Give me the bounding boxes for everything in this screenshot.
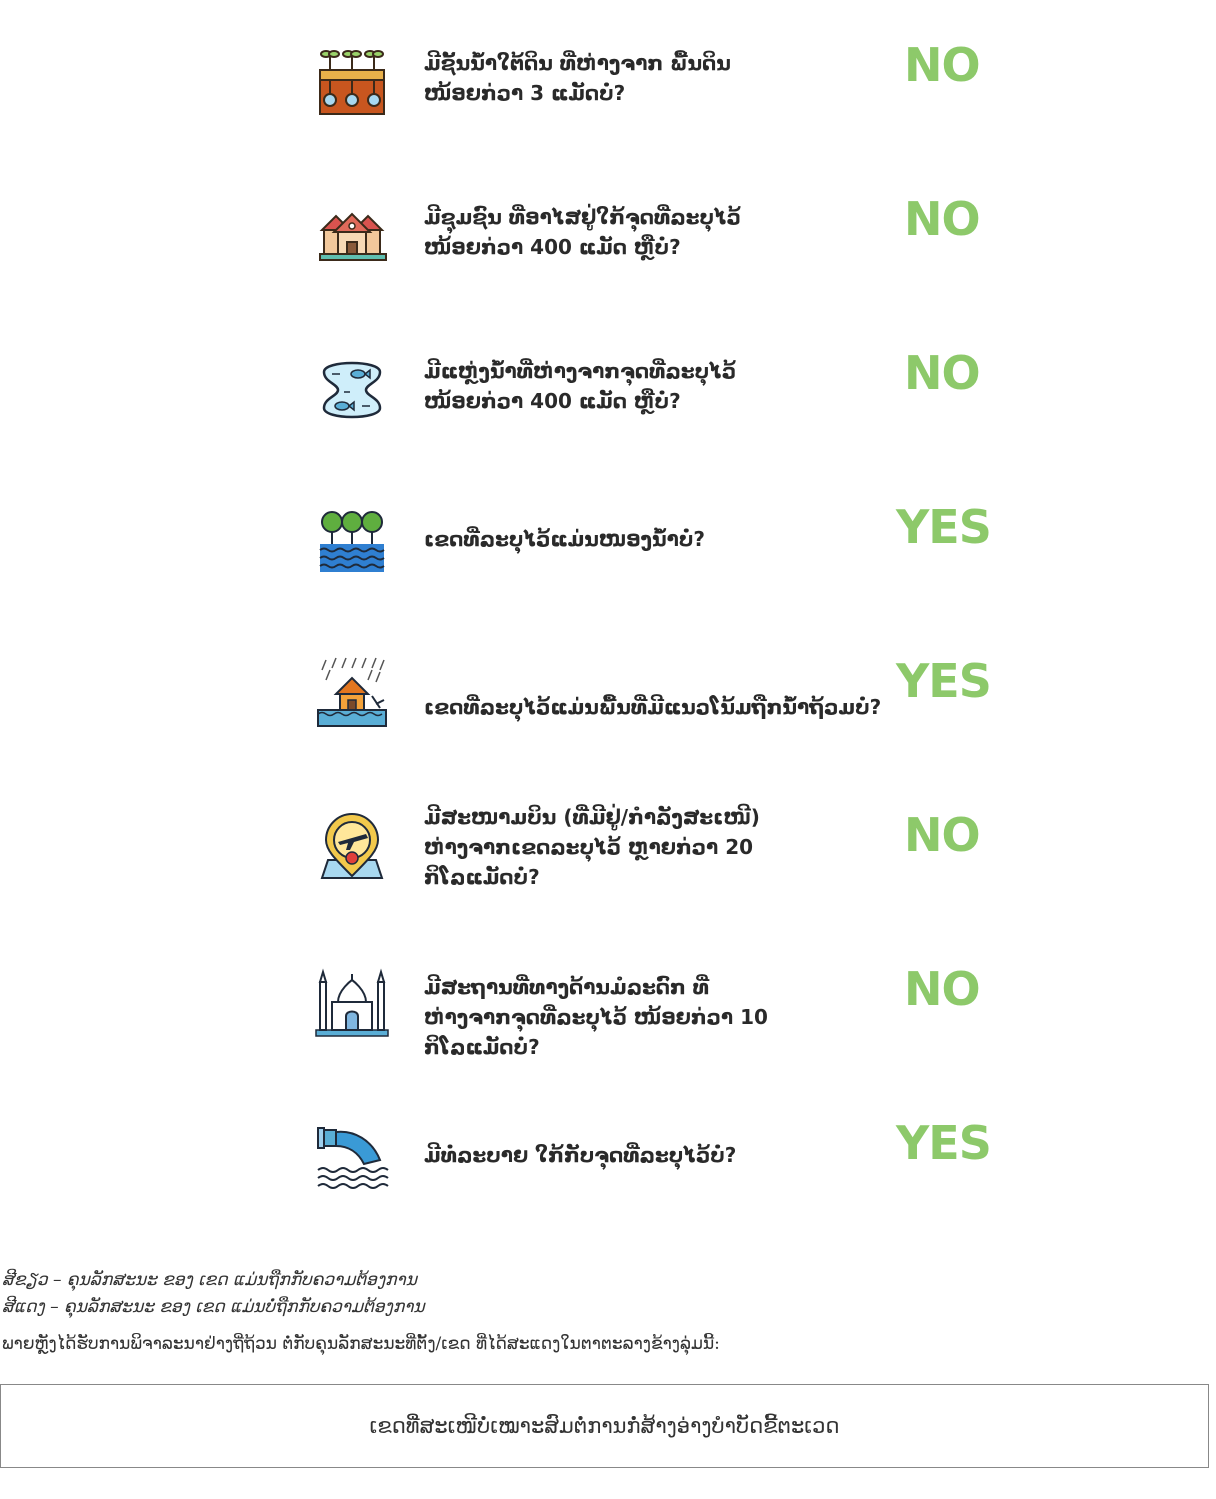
checklist-row-airport	[300, 798, 1000, 918]
question-text: ມີແຫຼ່ງນ້ຳທີ່ຫ່າງຈາກຈຸດທີ່ລະບຸໄວ້ ໜ້ອຍກ່ວາ 400 ແມັດ ຫຼືບໍ່?	[424, 359, 737, 413]
answer-label: NO	[904, 962, 980, 1016]
mosque-icon	[314, 966, 390, 1042]
checklist-row-heritage	[300, 952, 1000, 1072]
groundwater-icon	[314, 44, 390, 120]
assessment-note: ພາຍຫຼັງໄດ້ຮັບການພິຈາລະນາຢ່າງຖີ່ຖ້ວນ ຕໍ່ກັບຄຸນລັກສະນະທີ່ຕັ້ງ/ເຂດ ທີ່ໄດ້ສະແດງໃນຕາຕະລາງຂ້າງລຸ່ມນີ້:	[2, 1334, 720, 1354]
question-text: ມີທໍ່ລະບາຍ ໃກ້ກັບຈຸດທີ່ລະບຸໄວ້ບໍ່?	[424, 1143, 737, 1167]
legend-red: ສີແດງ – ຄຸນລັກສະນະ ຂອງ ເຂດ ແມ່ນບໍ່ຖືກກັບຄວາມຕ້ອງການ	[2, 1297, 425, 1317]
question-text: ມີຊຸມຊົນ ທີ່ອາໄສຢູ່ໃກ້ຈຸດທີ່ລະບຸໄວ້ ໜ້ອຍກ່ວາ 400 ແມັດ ຫຼືບໍ່?	[424, 205, 741, 259]
answer-label: NO	[904, 38, 980, 92]
checklist-row-community	[300, 182, 1000, 302]
checklist-row-groundwater	[300, 28, 1000, 148]
question-text: ມີຊັ້ນນ້ຳໃຕ້ດິນ ທີ່ຫ່າງຈາກ ພື້ນດິນ ໜ້ອຍກ່ວາ 3 ແມັດບໍ່?	[424, 51, 731, 105]
flood-icon	[314, 656, 390, 732]
question-text: ມີສະຖານທີ່ທາງດ້ານມໍລະດົກ ທີ່ຫ່າງຈາກຈຸດທີ່ລະບຸໄວ້ ໜ້ອຍກ່ວາ 10 ກິໂລແມັດບໍ່?	[424, 975, 768, 1059]
question-text: ເຂດທີ່ລະບຸໄວ້ແມ່ນໜອງນ້ຳບໍ່?	[424, 527, 705, 551]
answer-label: YES	[896, 500, 991, 554]
fish-pond-icon	[314, 352, 390, 428]
result-text: ເຂດທີ່ສະເໜີບໍ່ເໝາະສົມຕໍ່ການກໍ່ສ້າງອ່າງບຳບັດຂີ້ຕະເວດ	[369, 1414, 840, 1438]
result-box	[0, 1384, 1209, 1468]
wetland-icon	[314, 504, 390, 580]
houses-icon	[314, 196, 390, 272]
legend-green: ສີຂຽວ – ຄຸນລັກສະນະ ຂອງ ເຂດ ແມ່ນຖືກກັບຄວາມຕ້ອງການ	[2, 1270, 417, 1290]
checklist-row-wetland	[300, 490, 1000, 610]
question-text: ເຂດທີ່ລະບຸໄວ້ແມ່ນພື້ນທີ່ມີແນວໂນ້ມຖືກນ້ຳຖ້ວມບໍ່?	[424, 695, 882, 719]
answer-label: YES	[896, 1116, 991, 1170]
answer-label: NO	[904, 808, 980, 862]
question-text: ມີສະໜາມບິນ (ທີ່ມີຢູ່/ກຳລັງສະເໜີ) ຫ່າງຈາກເຂດລະບຸໄວ້ ຫຼາຍກ່ວາ 20 ກິໂລແມັດບໍ່?	[424, 805, 760, 889]
answer-label: NO	[904, 346, 980, 400]
drainage-pipe-icon	[314, 1120, 390, 1196]
answer-label: NO	[904, 192, 980, 246]
checklist-row-flood	[300, 644, 1000, 764]
checklist-row-water-source	[300, 336, 1000, 456]
airport-location-icon	[314, 812, 390, 888]
answer-label: YES	[896, 654, 991, 708]
checklist-row-drainage	[300, 1106, 1000, 1226]
